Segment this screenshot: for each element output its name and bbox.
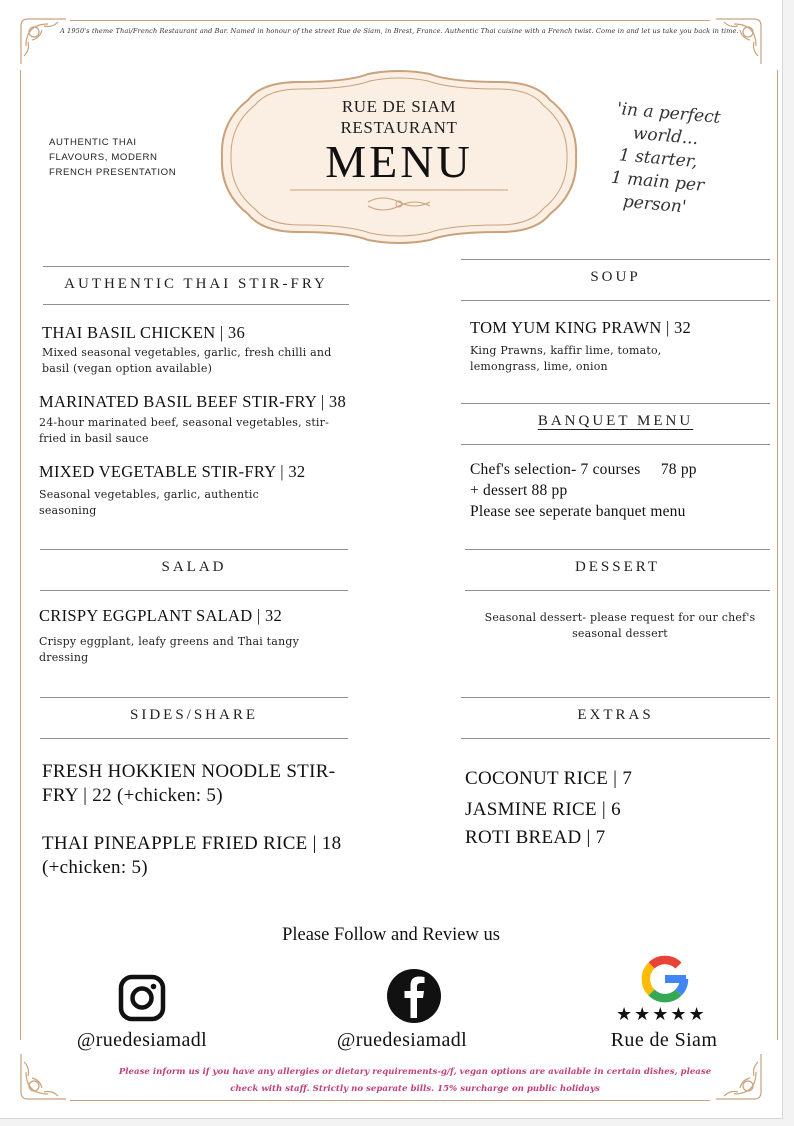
item-desc: Mixed seasonal vegetables, garlic, fresh chilli and basil (vegan option available) [42, 346, 332, 375]
divider [465, 549, 770, 550]
item-roti-bread: ROTI BREAD | 7 [465, 827, 606, 848]
item-desc: Crispy eggplant, leafy greens and Thai tangy dressing [39, 635, 300, 664]
menu-title: MENU [325, 136, 473, 187]
item-coconut-rice: COCONUT RICE | 7 [465, 768, 633, 789]
section-title-salad: SALAD [161, 559, 227, 575]
section-title-extras: EXTRAS [577, 707, 654, 723]
section-title-banquet: BANQUET MENU [537, 413, 694, 429]
divider [461, 738, 770, 739]
footer-notice [108, 1064, 722, 1098]
item-mixed-vegetable: MIXED VEGETABLE STIR-FRY | 32 [39, 462, 306, 481]
tagline-line: FRENCH PRESENTATION [49, 167, 177, 178]
restaurant-name-line2: RESTAURANT [340, 118, 458, 137]
follow-heading: Please Follow and Review us [282, 925, 500, 945]
divider [43, 304, 349, 305]
tagline-line: AUTHENTIC THAI [49, 137, 137, 148]
divider [461, 403, 770, 404]
instagram-icon[interactable] [118, 974, 166, 1022]
restaurant-name [218, 96, 580, 138]
banquet-details [470, 459, 697, 522]
section-title-stirfry: AUTHENTIC THAI STIR-FRY [64, 276, 328, 292]
note-line: person' [622, 191, 688, 218]
google-icon[interactable] [638, 952, 692, 1006]
item-desc: Seasonal vegetables, garlic, authentic seasoning [39, 488, 259, 517]
section-title-soup: SOUP [590, 269, 641, 285]
note-line: 1 main per [610, 167, 705, 196]
item-thai-basil-chicken: THAI BASIL CHICKEN | 36 [42, 323, 245, 342]
divider [40, 738, 348, 739]
divider [461, 444, 770, 445]
note-line: world... [632, 123, 700, 150]
banquet-line: Chef's selection- 7 courses 78 pp [470, 461, 697, 478]
frame-right-line [777, 70, 778, 1040]
frame-left-line [20, 70, 21, 1040]
intro-text: A 1950's theme Thai/French Restaurant and Bar. Named in honour of the street Rue de Siam, in Brest, France. Authentic Thai cuisine with a French twist. Come in and let us take you back in time. [60, 27, 739, 35]
divider [461, 259, 770, 260]
item-eggplant-salad: CRISPY EGGPLANT SALAD | 32 [39, 606, 283, 625]
facebook-handle[interactable]: @ruedesiamadl [336, 1029, 468, 1051]
divider [461, 300, 770, 301]
divider [40, 590, 348, 591]
frame-top-line [70, 20, 710, 21]
corner-ornament-top-right [714, 16, 764, 66]
instagram-handle[interactable]: @ruedesiamadl [76, 1029, 208, 1051]
divider [40, 697, 348, 698]
corner-ornament-top-left [18, 16, 68, 66]
divider [40, 549, 348, 550]
tagline-line: FLAVOURS, MODERN [49, 152, 158, 163]
tagline [49, 135, 176, 180]
item-tom-yum: TOM YUM KING PRAWN | 32 [470, 318, 692, 337]
section-title-dessert: DESSERT [574, 559, 661, 575]
footer-line: check with staff. Strictly no separate bills. 15% surcharge on public holidays [230, 1084, 600, 1094]
item-jasmine-rice: JASMINE RICE | 6 [465, 799, 621, 820]
item-hokkien-noodle: FRESH HOKKIEN NOODLE STIR-FRY | 22 (+chicken: 5) [42, 761, 336, 806]
item-pineapple-rice: THAI PINEAPPLE FRIED RICE | 18 (+chicken: 5) [42, 833, 342, 878]
handwritten-note [608, 98, 767, 226]
facebook-icon[interactable] [386, 968, 442, 1024]
item-desc: King Prawns, kaffir lime, tomato, lemongrass, lime, onion [470, 344, 662, 373]
corner-ornament-bottom-left [18, 1052, 68, 1102]
item-basil-beef: MARINATED BASIL BEEF STIR-FRY | 38 [39, 392, 347, 411]
restaurant-name-line1: RUE DE SIAM [341, 97, 457, 116]
note-line: 1 starter, [618, 145, 699, 173]
dessert-desc: Seasonal dessert- please request for our chef's seasonal dessert [484, 611, 756, 640]
divider [465, 590, 770, 591]
item-desc: 24-hour marinated beef, seasonal vegetables, stir-fried in basil sauce [39, 416, 330, 445]
note-line: 'in a perfect [616, 98, 722, 128]
footer-line: Please inform us if you have any allergies or dietary requirements-g/f, vegan options are available in certain dishes, please [118, 1067, 712, 1077]
banquet-line: Please see seperate banquet menu [470, 503, 686, 520]
section-title-sides: SIDES/SHARE [129, 707, 259, 723]
divider [461, 697, 770, 698]
banquet-line: + dessert 88 pp [470, 482, 568, 499]
rating-stars: ★★★★★ [616, 1004, 707, 1025]
divider [43, 266, 349, 267]
frame-bottom-line [70, 1100, 710, 1101]
google-name[interactable]: Rue de Siam [610, 1029, 718, 1051]
